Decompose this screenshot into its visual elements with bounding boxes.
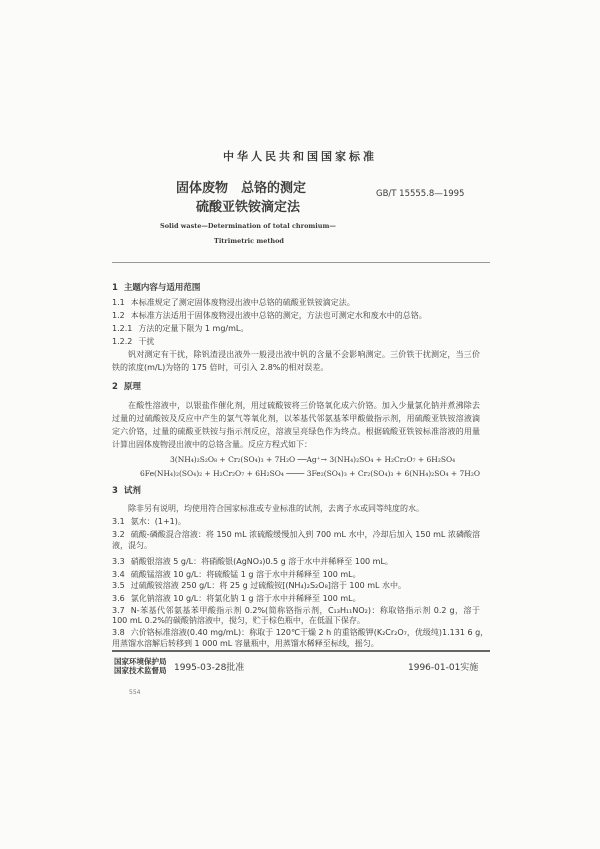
footer-rule [112, 650, 490, 652]
paragraph-line: 过量的过硫酸铵及反应中产生的氯气等氧化剂，以苯基代邻氨基苯甲酸做指示剂，用硫酸亚铁铵溶液滴 [112, 414, 480, 423]
effective-date: 1996-01-01实施 [408, 663, 479, 673]
clause-number: 3.6 [112, 594, 125, 603]
equation-1: 3(NH₄)₂S₂O₈ + Cr₂(SO₄)₃ + 7H₂O ──Ag⁺→ 3(NH₄)₂SO₄ + H₂Cr₂O₇ + 6H₂SO₄ [170, 455, 456, 464]
section-3-heading [112, 486, 480, 496]
section-number: 1 [112, 283, 118, 293]
section-title: 主题内容与适用范围 [123, 283, 201, 293]
clause-number: 1.2.1 [112, 324, 133, 333]
clause-number: 3.7 [112, 606, 125, 615]
standard-code: GB/T 15555.8—1995 [376, 189, 465, 199]
section-number: 2 [112, 382, 118, 392]
paragraph-line: 定六价铬，过量的硫酸亚铁铵与指示剂反应，溶液呈亮绿色作为终点。根据硫酸亚铁铵标准溶液的用量 [112, 427, 480, 436]
section-1-heading [112, 283, 480, 293]
paragraph-line: 计算出固体废物浸出液中的总铬含量。反应方程式如下： [112, 440, 312, 449]
clause-number: 1.1 [112, 298, 125, 307]
clause-text: 氯化钠溶液 10 g/L：将氯化钠 1 g 溶于水中并稀释至 100 mL。 [130, 594, 361, 603]
clause-3-7-cont: 100 mL 0.2%的碳酸钠溶液中，搅匀，贮于棕色瓶中，在低温下保存。 [112, 616, 365, 625]
clause-number: 1.2.2 [112, 337, 133, 346]
clause-text: 方法的定量下限为 1 mg/mL。 [138, 324, 249, 333]
title-line-1: 固体废物 总铬的测定 [176, 181, 307, 196]
paragraph-line: 钒对测定有干扰，除钒渣浸出液外一般浸出液中钒的含量不会影响测定。三价铁干扰测定，当三价 [128, 350, 480, 359]
clause-text: 硫酸锰溶液 10 g/L：将硫酸锰 1 g 溶于水中并稀释至 100 mL。 [130, 570, 361, 579]
clause-3-5 [112, 581, 480, 591]
page-number: 554 [129, 689, 141, 696]
clause-3-6 [112, 594, 480, 604]
clause-number: 3.5 [112, 581, 125, 590]
clause-text: 干扰 [138, 337, 155, 346]
equation-2: 6Fe(NH₄)₂(SO₄)₂ + H₂Cr₂O₇ + 6H₂SO₄ ──── 3Fe₂(SO₄)₃ + Cr₂(SO₄)₃ + 6(NH₄)₂SO₄ + 7H₂O [140, 469, 481, 478]
clause-text: 过硫酸铵溶液 250 g/L：将 25 g 过硫酸铵[(NH₄)₂S₂O₈]溶于 100 mL 水中。 [130, 581, 407, 590]
clause-number: 3.2 [112, 530, 125, 539]
clause-3-3 [112, 557, 480, 567]
clause-number: 3.8 [112, 628, 125, 637]
clause-1-1 [112, 298, 480, 308]
clause-3-7 [112, 606, 480, 616]
approval-date: 1995-03-28批准 [174, 663, 245, 673]
header-rule [112, 262, 490, 263]
paragraph-line: 铁的浓度(m/L)为铬的 175 倍时，可引入 2.8%的相对误差。 [112, 363, 329, 372]
section-2-heading [112, 382, 480, 392]
paragraph-line: 在酸性溶液中，以银盐作催化剂，用过硫酸铵将三价铬氧化成六价铬。加入少量氯化钠并煮沸除去 [128, 401, 480, 410]
clause-text: 本标准方法适用于固体废物浸出液中总铬的测定，方法也可测定水和废水中的总铬。 [130, 311, 427, 320]
clause-3-8-cont: 用蒸馏水溶解后转移到 1 000 mL 容量瓶中，用蒸馏水稀释至标线，摇匀。 [112, 639, 379, 648]
clause-text: 氨水：(1+1)。 [130, 517, 186, 526]
clause-text: 硝酸银溶液 5 g/L：将硝酸银(AgNO₃)0.5 g 溶于水中并稀释至 100 mL。 [130, 557, 393, 566]
clause-text: 本标准规定了测定固体废物浸出液中总铬的硫酸亚铁铵滴定法。 [130, 298, 355, 307]
title-line-2: 硫酸亚铁铵滴定法 [196, 200, 301, 215]
clause-number: 1.2 [112, 311, 125, 320]
paragraph-line: 除非另有说明，均使用符合国家标准或专业标准的试剂，去离子水或同等纯度的水。 [128, 504, 424, 513]
clause-1-2-1 [112, 324, 480, 334]
clause-text: 硫酸-磷酸混合溶液：将 150 mL 浓硫酸缓慢加入到 700 mL 水中，冷却后加入 150 mL 浓磷酸溶 [130, 530, 480, 539]
issuer-1: 国家环境保护局 [114, 657, 167, 666]
english-title-line-1: Solid waste—Determination of total chromium— [160, 222, 336, 230]
clause-1-2-2 [112, 337, 480, 347]
issuer-2: 国家技术监督局 [114, 666, 167, 675]
clause-number: 3.3 [112, 557, 125, 566]
english-title-line-2: Titrimetric method [214, 237, 284, 245]
clause-3-2-cont: 液，混匀。 [112, 541, 152, 550]
clause-3-2 [112, 530, 480, 540]
clause-3-4 [112, 570, 480, 580]
clause-3-1 [112, 517, 480, 527]
clause-number: 3.1 [112, 517, 125, 526]
section-title: 原理 [123, 382, 141, 392]
clause-number: 3.4 [112, 570, 125, 579]
section-title: 试剂 [123, 486, 141, 496]
clause-text: N-苯基代邻氨基苯甲酸指示剂 0.2%(简称铬指示剂，C₁₃H₁₁NO₂)：称取铬指示剂 0.2 g，溶于 [130, 606, 480, 615]
national-standard-heading: 中华人民共和国国家标准 [223, 150, 377, 163]
clause-3-8 [112, 628, 489, 638]
section-number: 3 [112, 486, 118, 496]
clause-1-2 [112, 311, 480, 321]
clause-text: 六价铬标准溶液(0.40 mg/mL)：称取于 120℃干燥 2 h 的重铬酸钾(K₂Cr₂O₇，优级纯)1.131 6 g， [130, 628, 489, 637]
